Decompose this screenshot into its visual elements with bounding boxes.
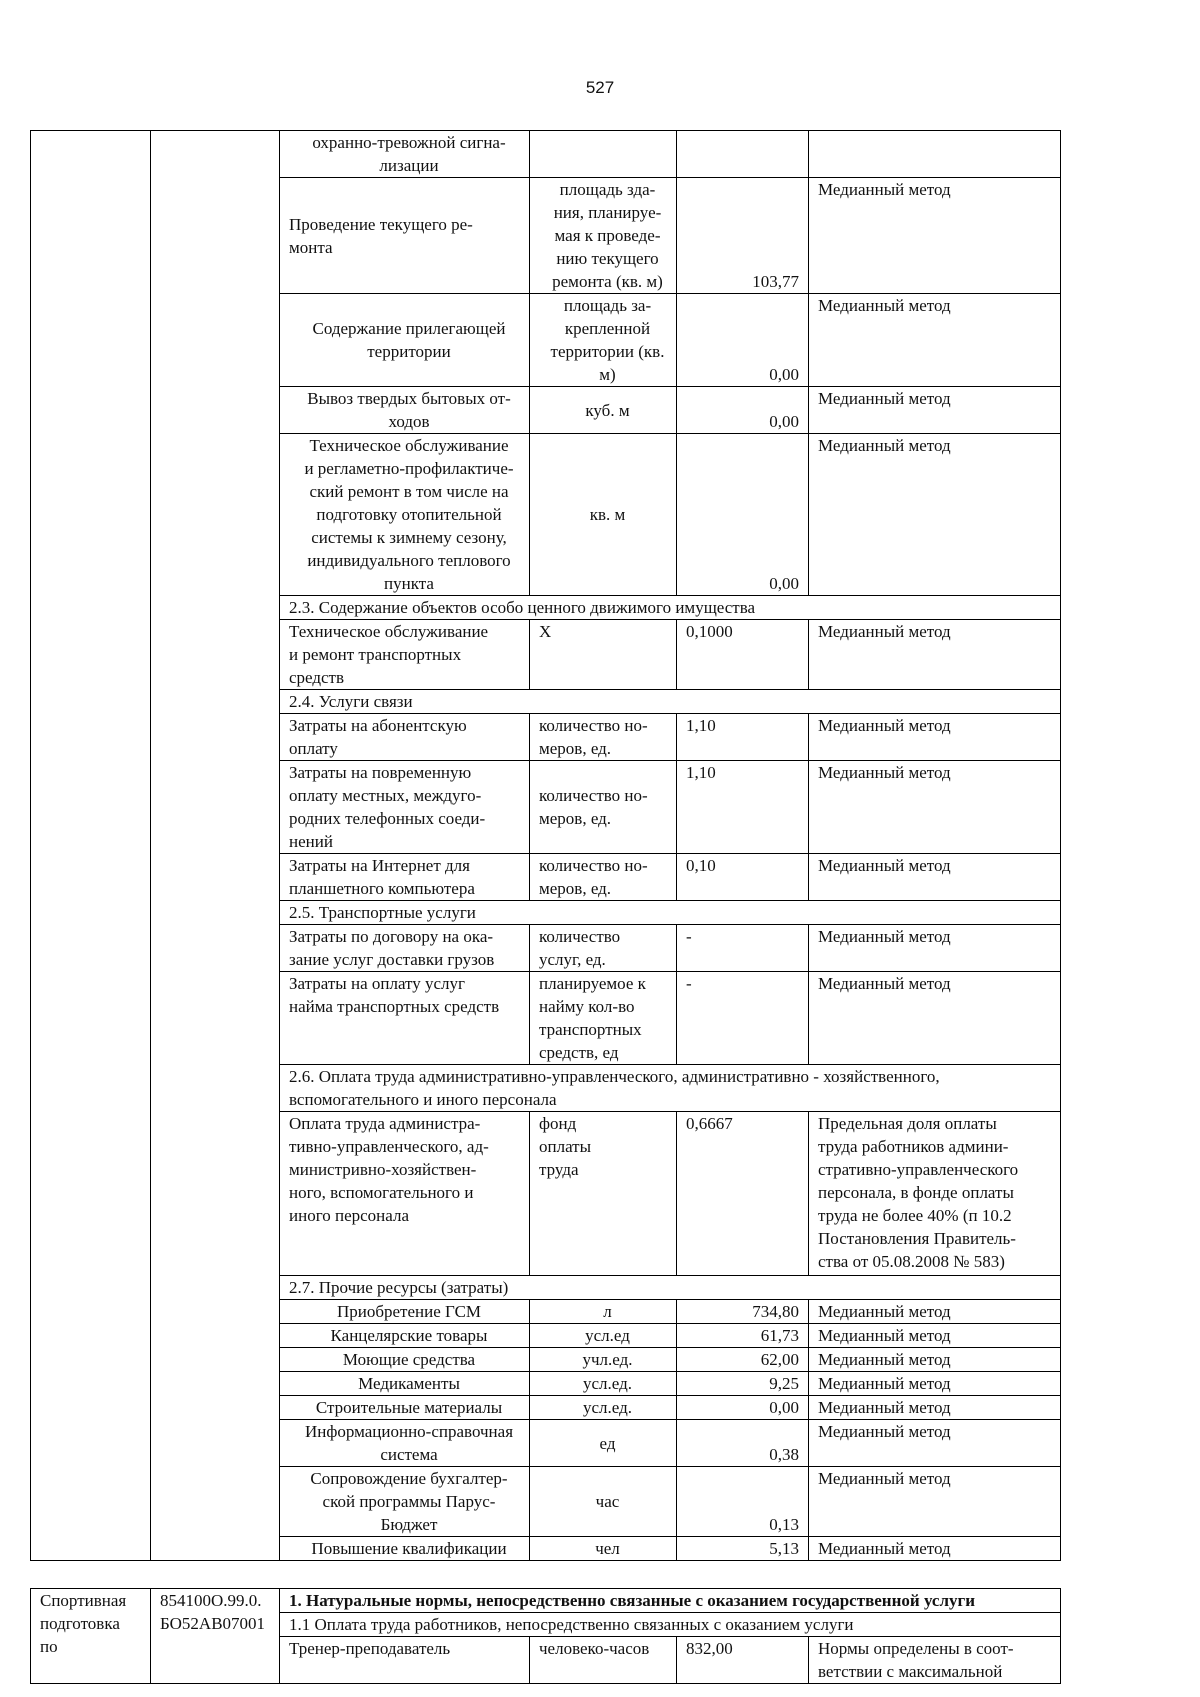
- resource-method: Медианный метод: [809, 1324, 1061, 1348]
- resource-method: Медианный метод: [809, 178, 1061, 294]
- resource-unit: чел: [530, 1537, 677, 1561]
- resource-unit: фонд оплаты труда: [530, 1112, 677, 1276]
- resource-name: Тренер-преподаватель: [280, 1637, 530, 1684]
- resource-value: 0,1000: [677, 620, 809, 690]
- resource-method: Медианный метод: [809, 1348, 1061, 1372]
- section-title: 2.3. Содержание объектов особо ценного движимого имущества: [280, 596, 1061, 620]
- service-name: Спортивная подготовка по: [31, 1589, 151, 1684]
- resource-name: охранно-тревожной сигна- лизации: [280, 131, 530, 178]
- resource-unit: куб. м: [530, 387, 677, 434]
- section-title: 2.6. Оплата труда административно-управленческого, административно - хозяйственного, вспомогательного и иного персонала: [280, 1065, 1061, 1112]
- resource-name: Затраты на оплату услуг найма транспортных средств: [280, 972, 530, 1065]
- resource-name: Содержание прилегающей территории: [280, 294, 530, 387]
- resource-name: Техническое обслуживание и ремонт транспортных средств: [280, 620, 530, 690]
- norms-heading: 1. Натуральные нормы, непосредственно связанные с оказанием государственной услуги: [280, 1589, 1061, 1613]
- resource-value: 832,00: [677, 1637, 809, 1684]
- empty-code-cell: [151, 131, 280, 1561]
- resource-method: Медианный метод: [809, 1300, 1061, 1324]
- resource-method: Медианный метод: [809, 387, 1061, 434]
- resource-name: Затраты на повременную оплату местных, междуго- родних телефонных соеди- нений: [280, 761, 530, 854]
- table-row: [31, 1589, 1061, 1613]
- resource-name: Затраты на абонентскую оплату: [280, 714, 530, 761]
- resource-method: Медианный метод: [809, 1396, 1061, 1420]
- resource-value: 62,00: [677, 1348, 809, 1372]
- resource-value: 0,00: [677, 1396, 809, 1420]
- resource-unit: площадь за- крепленной территории (кв. м): [530, 294, 677, 387]
- resource-value: 0,38: [677, 1420, 809, 1467]
- resource-unit: учл.ед.: [530, 1348, 677, 1372]
- resource-name: Затраты по договору на ока- зание услуг доставки грузов: [280, 925, 530, 972]
- resource-method: Медианный метод: [809, 1420, 1061, 1467]
- resource-value: 9,25: [677, 1372, 809, 1396]
- resource-value: 0,00: [677, 434, 809, 596]
- resource-unit: ед: [530, 1420, 677, 1467]
- resource-unit: час: [530, 1467, 677, 1537]
- resource-name: Затраты на Интернет для планшетного компьютера: [280, 854, 530, 901]
- resource-method: Медианный метод: [809, 434, 1061, 596]
- resource-value: 0,6667: [677, 1112, 809, 1276]
- resource-value: 0,00: [677, 294, 809, 387]
- service-table: [30, 1588, 1061, 1684]
- section-title: 2.4. Услуги связи: [280, 690, 1061, 714]
- resource-unit: площадь зда- ния, планируе- мая к проведе- нию текущего ремонта (кв. м): [530, 178, 677, 294]
- empty-service-cell: [31, 131, 151, 1561]
- resource-name: Проведение текущего ре- монта: [280, 178, 530, 294]
- service-code: 854100О.99.0. БО52АВ07001: [151, 1589, 280, 1684]
- resource-unit: Х: [530, 620, 677, 690]
- resource-value: 734,80: [677, 1300, 809, 1324]
- resource-name: Вывоз твердых бытовых от- ходов: [280, 387, 530, 434]
- resource-name: Техническое обслуживание и регламетно-профилактиче- ский ремонт в том числе на подготовку отопительной системы к зимнему сезону, индивидуального теплового пункта: [280, 434, 530, 596]
- resource-method: Медианный метод: [809, 1537, 1061, 1561]
- resource-method: Медианный метод: [809, 620, 1061, 690]
- resource-name: Строительные материалы: [280, 1396, 530, 1420]
- resource-value: 5,13: [677, 1537, 809, 1561]
- resource-method: Медианный метод: [809, 714, 1061, 761]
- table-row: [31, 131, 1061, 178]
- resource-unit: количество но- меров, ед.: [530, 714, 677, 761]
- resource-unit: усл.ед: [530, 1324, 677, 1348]
- resource-value: -: [677, 925, 809, 972]
- norms-table: [30, 130, 1061, 1561]
- resource-unit: усл.ед.: [530, 1396, 677, 1420]
- resource-name: Медикаменты: [280, 1372, 530, 1396]
- resource-unit: усл.ед.: [530, 1372, 677, 1396]
- resource-name: Моющие средства: [280, 1348, 530, 1372]
- resource-unit: кв. м: [530, 434, 677, 596]
- resource-unit: л: [530, 1300, 677, 1324]
- resource-value: 103,77: [677, 178, 809, 294]
- resource-method: Медианный метод: [809, 294, 1061, 387]
- resource-name: Сопровождение бухгалтер- ской программы Парус- Бюджет: [280, 1467, 530, 1537]
- resource-method: Предельная доля оплаты труда работников админи- стративно-управленческого персонала, в фонде оплаты труда не более 40% (п 10.2 Постановления Правитель- ства от 05.08.2008 № 583): [809, 1112, 1061, 1276]
- section-title: 2.5. Транспортные услуги: [280, 901, 1061, 925]
- resource-method: Медианный метод: [809, 1372, 1061, 1396]
- resource-unit: человеко-часов: [530, 1637, 677, 1684]
- resource-value: 0,00: [677, 387, 809, 434]
- resource-value: 61,73: [677, 1324, 809, 1348]
- page-number: 527: [585, 78, 615, 97]
- resource-method: Медианный метод: [809, 925, 1061, 972]
- resource-method: Нормы определены в соот- ветствии с максимальной: [809, 1637, 1061, 1684]
- resource-method: Медианный метод: [809, 1467, 1061, 1537]
- norms-subheading: 1.1 Оплата труда работников, непосредственно связанных с оказанием услуги: [280, 1613, 1061, 1637]
- resource-name: Приобретение ГСМ: [280, 1300, 530, 1324]
- resource-unit: планируемое к найму кол-во транспортных средств, ед: [530, 972, 677, 1065]
- resource-name: Повышение квалификации: [280, 1537, 530, 1561]
- resource-method: Медианный метод: [809, 761, 1061, 854]
- resource-method: Медианный метод: [809, 972, 1061, 1065]
- resource-unit: количество но- меров, ед.: [530, 761, 677, 854]
- section-title: 2.7. Прочие ресурсы (затраты): [280, 1276, 1061, 1300]
- resource-method: Медианный метод: [809, 854, 1061, 901]
- resource-unit: количество услуг, ед.: [530, 925, 677, 972]
- resource-value: 1,10: [677, 714, 809, 761]
- resource-name: Канцелярские товары: [280, 1324, 530, 1348]
- resource-value: 0,10: [677, 854, 809, 901]
- resource-value: -: [677, 972, 809, 1065]
- resource-name: Информационно-справочная система: [280, 1420, 530, 1467]
- resource-name: Оплата труда администра- тивно-управленческого, ад- министривно-хозяйствен- ного, вспомогательного и иного персонала: [280, 1112, 530, 1276]
- resource-value: 1,10: [677, 761, 809, 854]
- resource-unit: количество но- меров, ед.: [530, 854, 677, 901]
- resource-value: 0,13: [677, 1467, 809, 1537]
